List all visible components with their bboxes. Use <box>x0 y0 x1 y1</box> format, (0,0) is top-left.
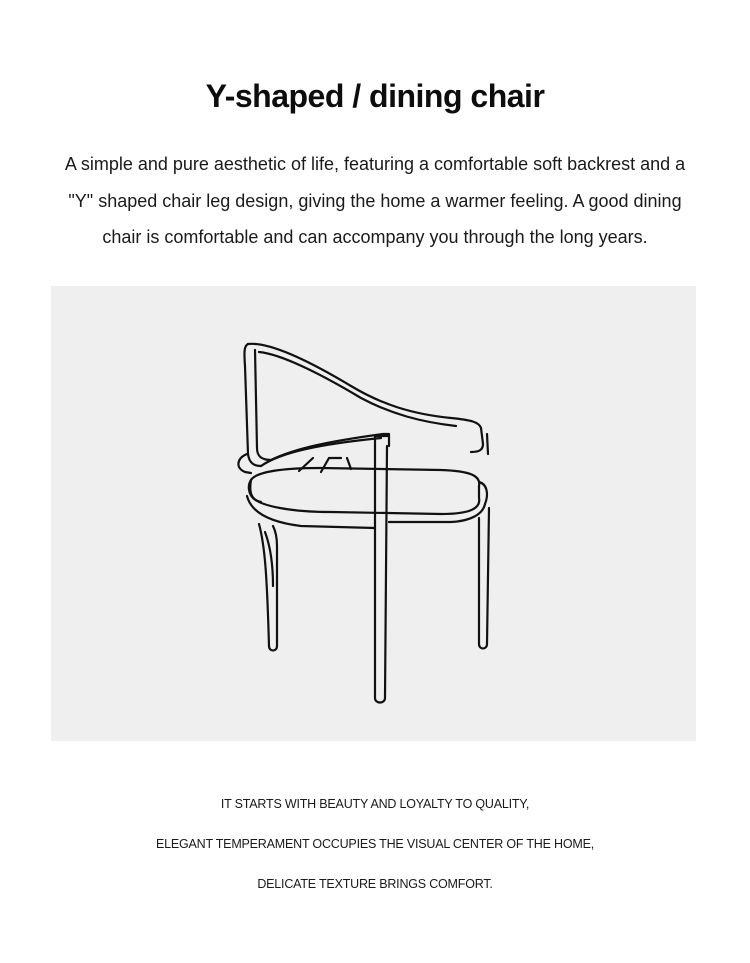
tagline: ELEGANT TEMPERAMENT OCCUPIES THE VISUAL CENTER OF THE HOME, <box>155 837 595 851</box>
description-line: "Y" shaped chair leg design, giving the home a warmer feeling. A good dining <box>68 190 682 211</box>
tagline: IT STARTS WITH BEAUTY AND LOYALTY TO QUALITY, <box>220 797 530 811</box>
page-title: Y-shaped / dining chair <box>205 78 545 114</box>
description-line: chair is comfortable and can accompany you through the long years. <box>102 227 648 247</box>
product-image <box>51 286 696 741</box>
dining-chair-icon <box>51 286 696 741</box>
tagline: DELICATE TEXTURE BRINGS COMFORT. <box>257 877 493 891</box>
product-description <box>60 146 690 256</box>
description-line: A simple and pure aesthetic of life, featuring a comfortable soft backrest and a <box>64 154 686 174</box>
